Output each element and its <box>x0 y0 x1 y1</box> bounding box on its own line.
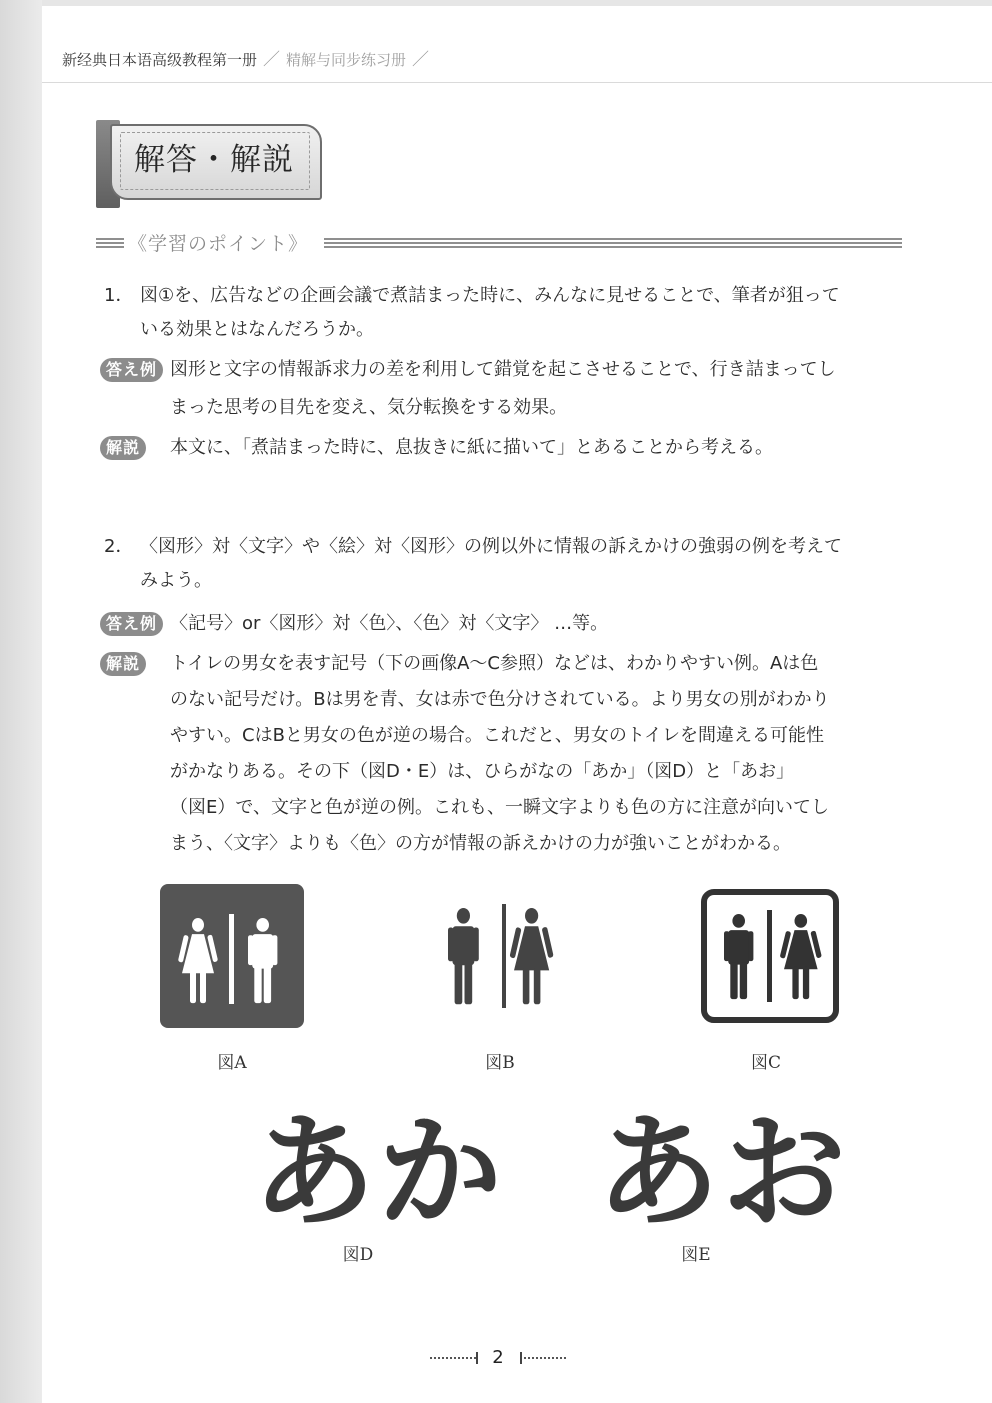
figure-d-label: 図D <box>342 1245 374 1265</box>
q2-explain-line-6: まう、〈文字〉よりも〈色〉の方が情報の訴えかけの力が強いことがわかる。 <box>170 833 791 854</box>
footer-dots-right <box>524 1357 566 1359</box>
q1-explain-badge: 解説 <box>100 436 146 460</box>
top-rule <box>42 0 992 6</box>
figure-c-label: 図C <box>750 1053 781 1073</box>
figure-e-label: 図E <box>681 1245 711 1265</box>
page-number: 2 <box>492 1347 504 1368</box>
page-title: 解答・解説 <box>134 142 294 178</box>
q2-explain-badge: 解説 <box>100 652 146 676</box>
q2-number: 2． <box>104 536 134 557</box>
restroom-sign-icon <box>700 888 840 1024</box>
header-divider <box>42 82 992 83</box>
section-rule-left <box>96 238 124 249</box>
footer-bar-left <box>476 1352 478 1364</box>
footer-bar-right <box>520 1352 522 1364</box>
q1-line-2: いる効果とはなんだろうか。 <box>140 319 374 340</box>
q2-explain-line-2: のない記号だけ。Bは男を青、女は赤で色分けされている。より男女の別がわかり <box>170 689 830 710</box>
header-separator: ／ <box>263 50 281 70</box>
q2-answer-badge: 答え例 <box>100 612 163 636</box>
restroom-sign-icon <box>160 884 304 1028</box>
q1-line-1: 図①を、広告などの企画会議で煮詰まった時に、みんなに見せることで、筆者が狙って <box>140 285 840 306</box>
figure-b-label: 図B <box>485 1053 515 1073</box>
restroom-sign-icon <box>440 900 568 1012</box>
book-subtitle: 精解与同步练习册 <box>286 51 407 69</box>
q1-answer-badge: 答え例 <box>100 358 163 382</box>
book-title: 新经典日本语高级教程第一册 <box>62 51 258 69</box>
q2-answer-line-1: 〈記号〉or〈図形〉対〈色〉、〈色〉対〈文字〉 …等。 <box>170 613 609 634</box>
section-label: 《学習のポイント》 <box>128 233 309 255</box>
header-separator-end: ／ <box>412 50 430 70</box>
q2-line-2: みよう。 <box>140 570 212 591</box>
q2-explain-line-1: トイレの男女を表す記号（下の画像A～C参照）などは、わかりやすい例。Aは色 <box>170 653 819 674</box>
q2-explain-line-5: （図E）で、文字と色が逆の例。これも、一瞬文字よりも色の方に注意が向いてし <box>170 797 830 818</box>
q1-number: 1． <box>104 285 134 306</box>
figure-a-label: 図A <box>217 1053 247 1073</box>
q1-explain-line-1: 本文に、「煮詰まった時に、息抜きに紙に描いて」とあることから考える。 <box>170 437 773 458</box>
q1-answer-line-1: 図形と文字の情報訴求力の差を利用して錯覚を起こさせることで、行き詰まってし <box>170 359 836 380</box>
male-figure-icon <box>448 908 479 1004</box>
section-header <box>96 230 902 258</box>
q2-explain-line-4: がかなりある。その下（図D・E）は、ひらがなの「あか」（図D）と「あお」 <box>170 761 795 782</box>
section-rule-right <box>324 238 902 249</box>
page-margin-strip <box>0 0 42 1403</box>
q2-explain-line-3: やすい。CはBと男女の色が逆の場合。これだと、男女のトイレを間違える可能性 <box>170 725 825 746</box>
title-banner <box>96 112 328 208</box>
figure-d-kana: あか <box>252 1101 505 1245</box>
page-footer <box>420 1344 572 1372</box>
figure-e-kana: あお <box>596 1101 849 1245</box>
female-figure-icon <box>509 908 553 1004</box>
running-header <box>62 48 942 72</box>
q2-line-1: 〈図形〉対〈文字〉や〈絵〉対〈図形〉の例以外に情報の訴えかけの強弱の例を考えて <box>140 536 842 557</box>
footer-dots-left <box>430 1357 476 1359</box>
q1-answer-line-2: まった思考の目先を変え、気分転換をする効果。 <box>170 397 568 418</box>
